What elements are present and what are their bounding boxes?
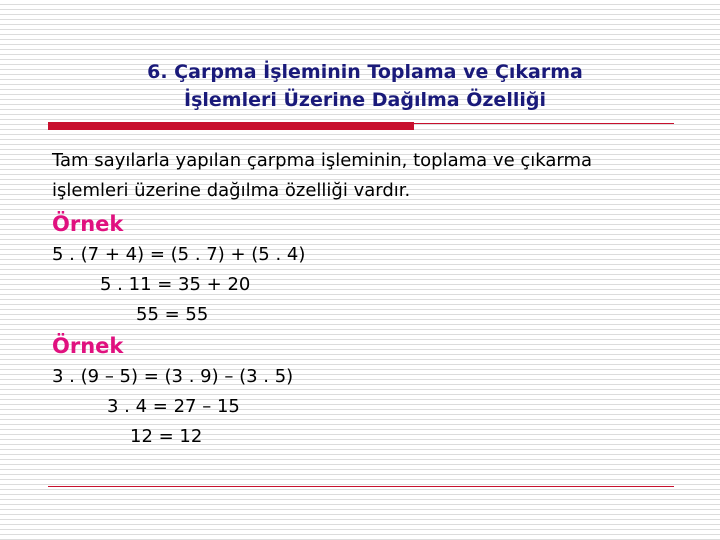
intro-line-2: işlemleri üzerine dağılma özelliği vardır. — [52, 180, 411, 201]
equation-line: 3 . (9 – 5) = (3 . 9) – (3 . 5) — [52, 366, 294, 387]
intro-line-1: Tam sayılarla yapılan çarpma işleminin, toplama ve çıkarma — [52, 150, 593, 171]
footer-divider — [48, 486, 674, 487]
slide-body — [52, 146, 682, 452]
title-divider-thick — [48, 122, 414, 130]
equation-line: 5 . (7 + 4) = (5 . 7) + (5 . 4) — [52, 244, 306, 265]
example-block-1 — [52, 208, 682, 330]
equation-line: 5 . 11 = 35 + 20 — [100, 274, 251, 295]
example-heading-1: Örnek — [52, 212, 124, 236]
example-block-2 — [52, 330, 682, 452]
equation-line: 3 . 4 = 27 – 15 — [107, 396, 240, 417]
slide-title-line-2: İşlemleri Üzerine Dağılma Özelliği — [184, 89, 546, 111]
example-heading-2: Örnek — [52, 334, 124, 358]
equation-line: 12 = 12 — [130, 426, 203, 447]
equation-line: 55 = 55 — [136, 304, 209, 325]
intro-paragraph — [52, 146, 682, 206]
slide-title-line-1: 6. Çarpma İşleminin Toplama ve Çıkarma — [147, 61, 583, 83]
slide-title — [60, 58, 670, 114]
